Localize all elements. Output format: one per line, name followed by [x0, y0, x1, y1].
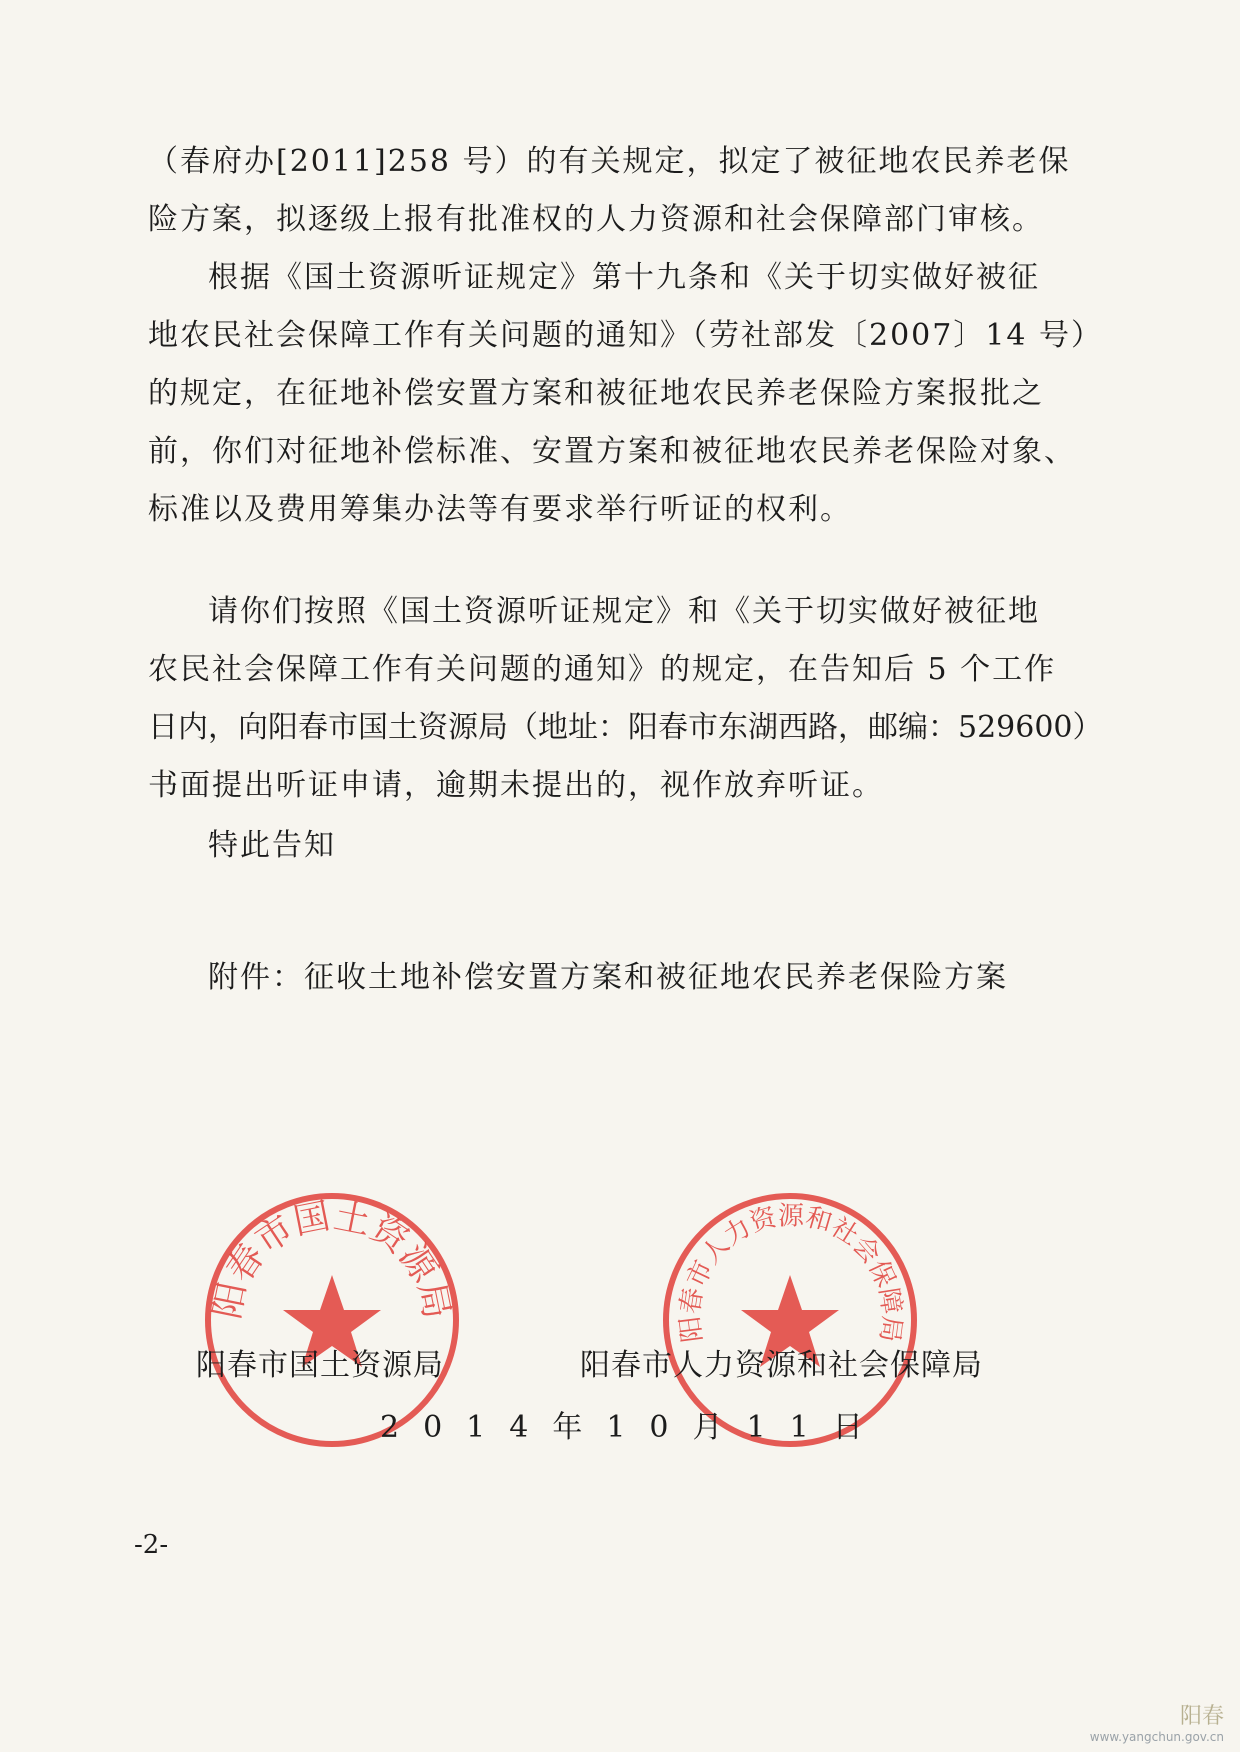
- site-watermark: [1090, 1699, 1224, 1744]
- paragraph-line: 标准以及费用筹集办法等有要求举行听证的权利。: [148, 492, 852, 527]
- closing-line: 特此告知: [208, 828, 336, 863]
- signer-right: 阳春市人力资源和社会保障局: [580, 1348, 983, 1383]
- watermark-logo: 阳春: [1179, 1704, 1224, 1729]
- paragraph-line: 险方案，拟逐级上报有批准权的人力资源和社会保障部门审核。: [148, 202, 1044, 237]
- paragraph-line: 农民社会保障工作有关问题的通知》的规定，在告知后 5 个工作: [148, 652, 1057, 687]
- paragraph-line: 前，你们对征地补偿标准、安置方案和被征地农民养老保险对象、: [148, 434, 1076, 469]
- paragraph-line: 书面提出听证申请，逾期未提出的，视作放弃听证。: [148, 768, 884, 803]
- attachment-line: 附件：征收土地补偿安置方案和被征地农民养老保险方案: [208, 960, 1008, 995]
- seal-text: 阳春市国土资源局: [206, 1195, 458, 1323]
- paragraph-line: 地农民社会保障工作有关问题的通知》（劳社部发〔2007〕14 号）: [148, 318, 1104, 353]
- paragraph-line: 根据《国土资源听证规定》第十九条和《关于切实做好被征: [208, 260, 1040, 295]
- paragraph-line: 的规定，在征地补偿安置方案和被征地农民养老保险方案报批之: [148, 376, 1044, 411]
- paragraph-line: 日内，向阳春市国土资源局（地址：阳春市东湖西路，邮编：529600）: [148, 710, 1103, 745]
- seal-text: 阳春市人力资源和社会保障局: [675, 1201, 907, 1344]
- paragraph-line: （春府办[2011]258 号）的有关规定，拟定了被征地农民养老保: [148, 144, 1071, 179]
- paragraph-line: 请你们按照《国土资源听证规定》和《关于切实做好被征地: [208, 594, 1040, 629]
- signer-left: 阳春市国土资源局: [196, 1348, 444, 1383]
- page-number: -2-: [134, 1530, 169, 1560]
- watermark-url: www.yangchun.gov.cn: [1089, 1730, 1224, 1744]
- issue-date: 2014年10月11日: [380, 1410, 887, 1445]
